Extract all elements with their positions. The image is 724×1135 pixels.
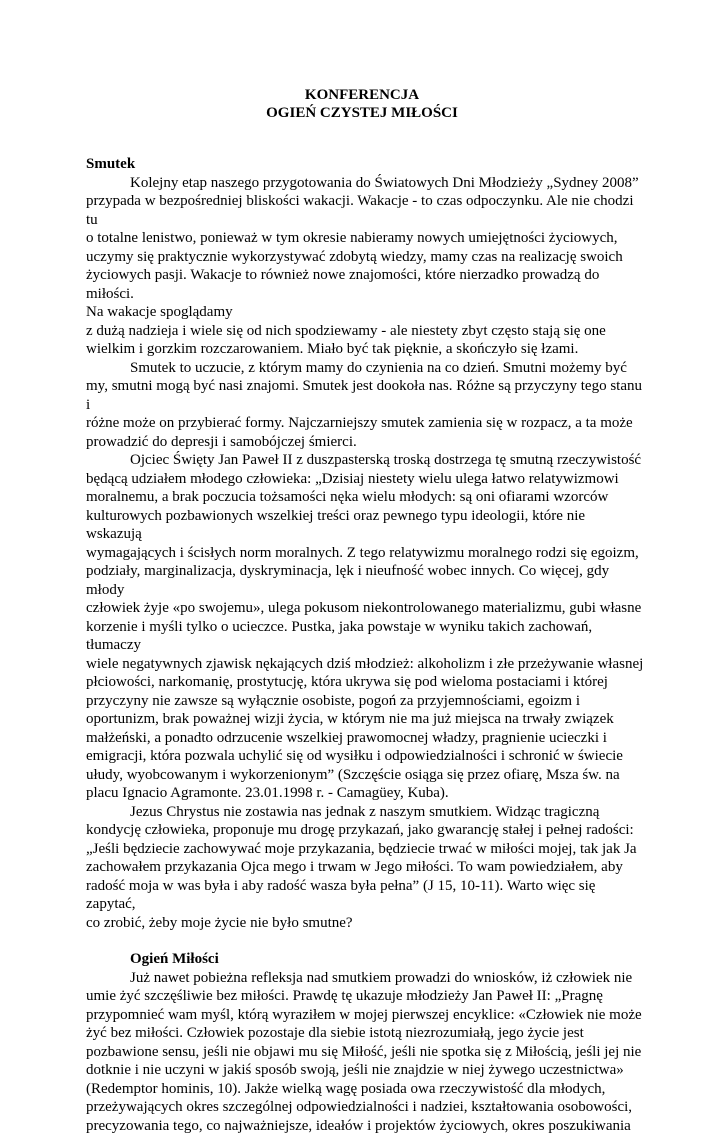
document-body [86, 155, 644, 1135]
text-line: radość moja w was była i aby radość wasza była pełna” (J 15, 10-11). Warto więc się zapytać, [86, 878, 595, 913]
paragraph [86, 174, 644, 359]
text-line: Smutek to uczucie, z którym mamy do czynienia na co dzień. Smutni możemy być [130, 360, 627, 376]
document-title-line-1: KONFERENCJA [0, 86, 724, 104]
text-line: my, smutni mogą być nasi znajomi. Smutek jest dookoła nas. Różne są przyczyny tego stanu i [86, 378, 642, 413]
text-line: pozbawione sensu, jeśli nie objawi mu się Miłość, jeśli nie spotka się z Miłością, jeśli jej nie [86, 1044, 641, 1060]
text-line: (Redemptor hominis, 10). Jakże wielką wagę posiada owa rzeczywistość dla młodych, [86, 1081, 605, 1097]
text-line: płciowości, narkomanię, prostytucję, która ukrywa się pod wieloma postaciami i której [86, 674, 608, 690]
text-line: co zrobić, żeby moje życie nie było smutne? [86, 915, 353, 931]
text-line: Jezus Chrystus nie zostawia nas jednak z naszym smutkiem. Widząc tragiczną [130, 804, 599, 820]
text-line: Ojciec Święty Jan Paweł II z duszpasterską troską dostrzega tę smutną rzeczywistość [130, 452, 641, 468]
text-line: będącą udziałem młodego człowieka: „Dzisiaj niestety wielu ulega łatwo relatywizmowi [86, 471, 619, 487]
text-line: życiowych pasji. Wakacje to również nowe znajomości, które nierzadko prowadzą do miłości. [86, 267, 599, 302]
text-line: małżeński, a ponadto odrzucenie wszelkiej prawomocnej władzy, pragnienie ucieczki i [86, 730, 607, 746]
text-line: kondycję człowieka, proponuje mu drogę przykazań, jako gwarancję stałej i pełnej radości: [86, 822, 634, 838]
text-line: z dużą nadzieja i wiele się od nich spodziewamy - ale niestety zbyt często stają się one [86, 323, 606, 339]
text-line: żyć bez miłości. Człowiek pozostaje dla siebie istotą niezrozumiałą, jego życie jest [86, 1025, 584, 1041]
text-line: zachowałem przykazania Ojca mego i trwam w Jego miłości. To wam powiedziałem, aby [86, 859, 623, 875]
text-line: oportunizm, brak poważnej wizji życia, w którym nie ma już miejsca na trwały związek [86, 711, 614, 727]
text-line: korzenie i myśli tylko o ucieczce. Pustka, jaka powstaje w wyniku takich zachowań, tłumaczy [86, 619, 592, 654]
text-line: przyczyny nie zawsze są wyłącznie osobiste, pogoń za przyjemnościami, egoizm i [86, 693, 580, 709]
text-line: Na wakacje spoglądamy [86, 304, 233, 320]
section-heading-smutek: Smutek [86, 155, 644, 174]
text-line: dotknie i nie uczyni w jakiś sposób swoją, jeśli nie znajdzie w niej żywego uczestnictwa» [86, 1062, 624, 1078]
text-line: różne może on przybierać formy. Najczarniejszy smutek zamienia się w rozpacz, a ta może [86, 415, 633, 431]
paragraph [86, 359, 644, 452]
text-line: emigracji, która pozwala uchylić się od wysiłku i odpowiedzialności i schronić w świecie [86, 748, 623, 764]
text-line: umie żyć szczęśliwie bez miłości. Prawdę tę ukazuje młodzieży Jan Paweł II: „Pragnę [86, 988, 603, 1004]
text-line: placu Ignacio Agramonte. 23.01.1998 r. - Camagüey, Kuba). [86, 785, 449, 801]
text-line: „Jeśli będziecie zachowywać moje przykazania, będziecie trwać w miłości mojej, tak jak Ja [86, 841, 637, 857]
paragraph [86, 803, 644, 933]
text-line: precyzowania tego, co najważniejsze, ideałów i projektów życiowych, okres poszukiwania [86, 1118, 631, 1134]
paragraph [86, 451, 644, 803]
text-line: Kolejny etap naszego przygotowania do Światowych Dni Młodzieży „Sydney 2008” [130, 175, 639, 191]
text-line: człowiek żyje «po swojemu», ulega pokusom niekontrolowanego materializmu, gubi własne [86, 600, 641, 616]
document-title-line-2: OGIEŃ CZYSTEJ MIŁOŚCI [0, 104, 724, 122]
text-line: wymagających i ścisłych norm moralnych. Z tego relatywizmu moralnego rodzi się egoizm, [86, 545, 639, 561]
text-line: kulturowych pozbawionych wszelkiej treści oraz pewnego typu ideologii, które nie wskazują [86, 508, 585, 543]
text-line: Już nawet pobieżna refleksja nad smutkiem prowadzi do wniosków, iż człowiek nie [130, 970, 632, 986]
text-line: ułudy, wyobcowanym i wykorzenionym” (Szczęście osiąga się przez ofiarę, Msza św. na [86, 767, 620, 783]
paragraph [86, 969, 644, 1135]
text-line: przypomnieć wam myśl, którą wyraziłem w mojej pierwszej encyklice: «Człowiek nie może [86, 1007, 642, 1023]
text-line: prowadzić do depresji i samobójczej śmierci. [86, 434, 357, 450]
text-line: wiele negatywnych zjawisk nękających dziś młodzież: alkoholizm i złe przeżywanie własnej [86, 656, 643, 672]
section-heading-ogien-milosci: Ogień Miłości [86, 950, 644, 969]
text-line: uczymy się praktycznie wykorzystywać zdobytą wiedzy, mamy czas na realizację swoich [86, 249, 623, 265]
text-line: moralnemu, a brak poczucia tożsamości nęka wielu młodych: są oni ofiarami wzorców [86, 489, 608, 505]
text-line: przypada w bezpośredniej bliskości wakacji. Wakacje - to czas odpoczynku. Ale nie chodzi tu [86, 193, 634, 228]
text-line: o totalne lenistwo, ponieważ w tym okresie nabieramy nowych umiejętności życiowych, [86, 230, 618, 246]
text-line: przeżywających okres szczególnej odpowiedzialności i nadziei, kształtowania osobowości, [86, 1099, 632, 1115]
text-line: podziały, marginalizacja, dyskryminacja, lęk i nieufność wobec innych. Co więcej, gdy młody [86, 563, 609, 598]
text-line: wielkim i gorzkim rozczarowaniem. Miało być tak pięknie, a skończyło się łzami. [86, 341, 578, 357]
